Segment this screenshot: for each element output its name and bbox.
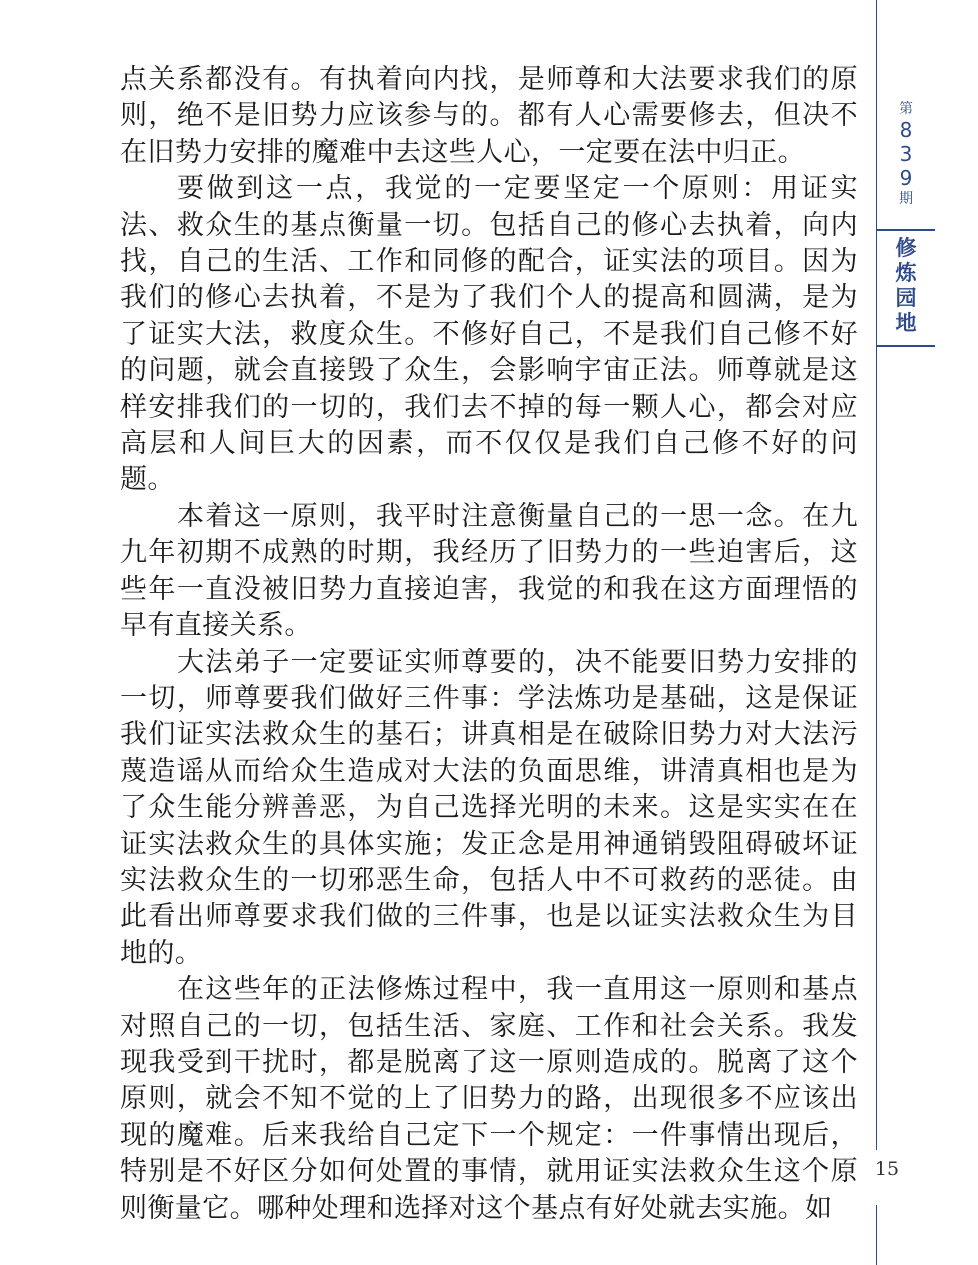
paragraph: 点关系都没有。有执着向内找，是师尊和大法要求我们的原则，绝不是旧势力应该参与的。都有人心需要修去，但决不在旧势力安排的魔难中去这些人心，一定要在法中归正。 [120,64,858,168]
column-divider [877,345,935,347]
issue-digit: 9 [899,166,913,190]
page-number: 15 [874,1158,900,1180]
column-title [877,236,935,336]
paragraph: 要做到这一点，我觉的一定要坚定一个原则：用证实法、救众生的基点衡量一切。包括自己的修心去执着，向内找，自己的生活、工作和同修的配合，证实法的项目。因为我们的修心去执着，不是为了我们个人的提高和圆满，是为了证实大法，救度众生。不修好自己，不是我们自己修不好的问题，就会直接毁了众生，会影响宇宙正法。师尊就是这样安排我们的一切的，我们去不掉的每一颗人心，都会对应高层和人间巨大的因素，而不仅仅是我们自己修不好的问题。 [120,173,858,496]
paragraph: 在这些年的正法修炼过程中，我一直用这一原则和基点对照自己的一切，包括生活、家庭、工作和社会关系。我发现我受到干扰时，都是脱离了这一原则造成的。脱离了这个原则，就会不知不觉的上了旧势力的路，出现很多不应该出现的魔难。后来我给自己定下一个规定：一件事情出现后，特别是不好区分如何处置的事情，就用证实法救众生这个原则衡量它。哪种处理和选择对这个基点有好处就去实施。如 [120,974,858,1224]
issue-digit: 8 [899,118,913,142]
issue-digit: 3 [899,142,913,166]
column-title-char: 地 [895,311,917,335]
column-title-char: 炼 [895,261,917,285]
issue-divider [877,229,935,231]
issue-number [877,100,935,208]
issue-suffix: 期 [899,191,913,207]
paragraph: 本着这一原则，我平时注意衡量自己的一思一念。在九九年初期不成熟的时期，我经历了旧势力的一些迫害后，这些年一直没被旧势力直接迫害，我觉的和我在这方面理悟的早有直接关系。 [120,500,858,642]
paragraph: 大法弟子一定要证实师尊要的，决不能要旧势力安排的一切，师尊要我们做好三件事：学法炼功是基础，这是保证我们证实法救众生的基石；讲真相是在破除旧势力对大法污蔑造谣从而给众生造成对大法的负面思维，讲清真相也是为了众生能分辨善恶，为自己选择光明的未来。这是实实在在证实法救众生的具体实施；发正念是用神通销毁阻碍破坏证实法救众生的一切邪恶生命，包括人中不可救药的恶徒。由此看出师尊要求我们做的三件事，也是以证实法救众生为目地的。 [120,646,858,969]
sidebar-rule-bottom [876,1205,877,1265]
issue-prefix: 第 [899,101,913,117]
column-title-char: 修 [895,236,917,260]
column-title-char: 园 [895,286,917,310]
article-body [120,62,858,1227]
